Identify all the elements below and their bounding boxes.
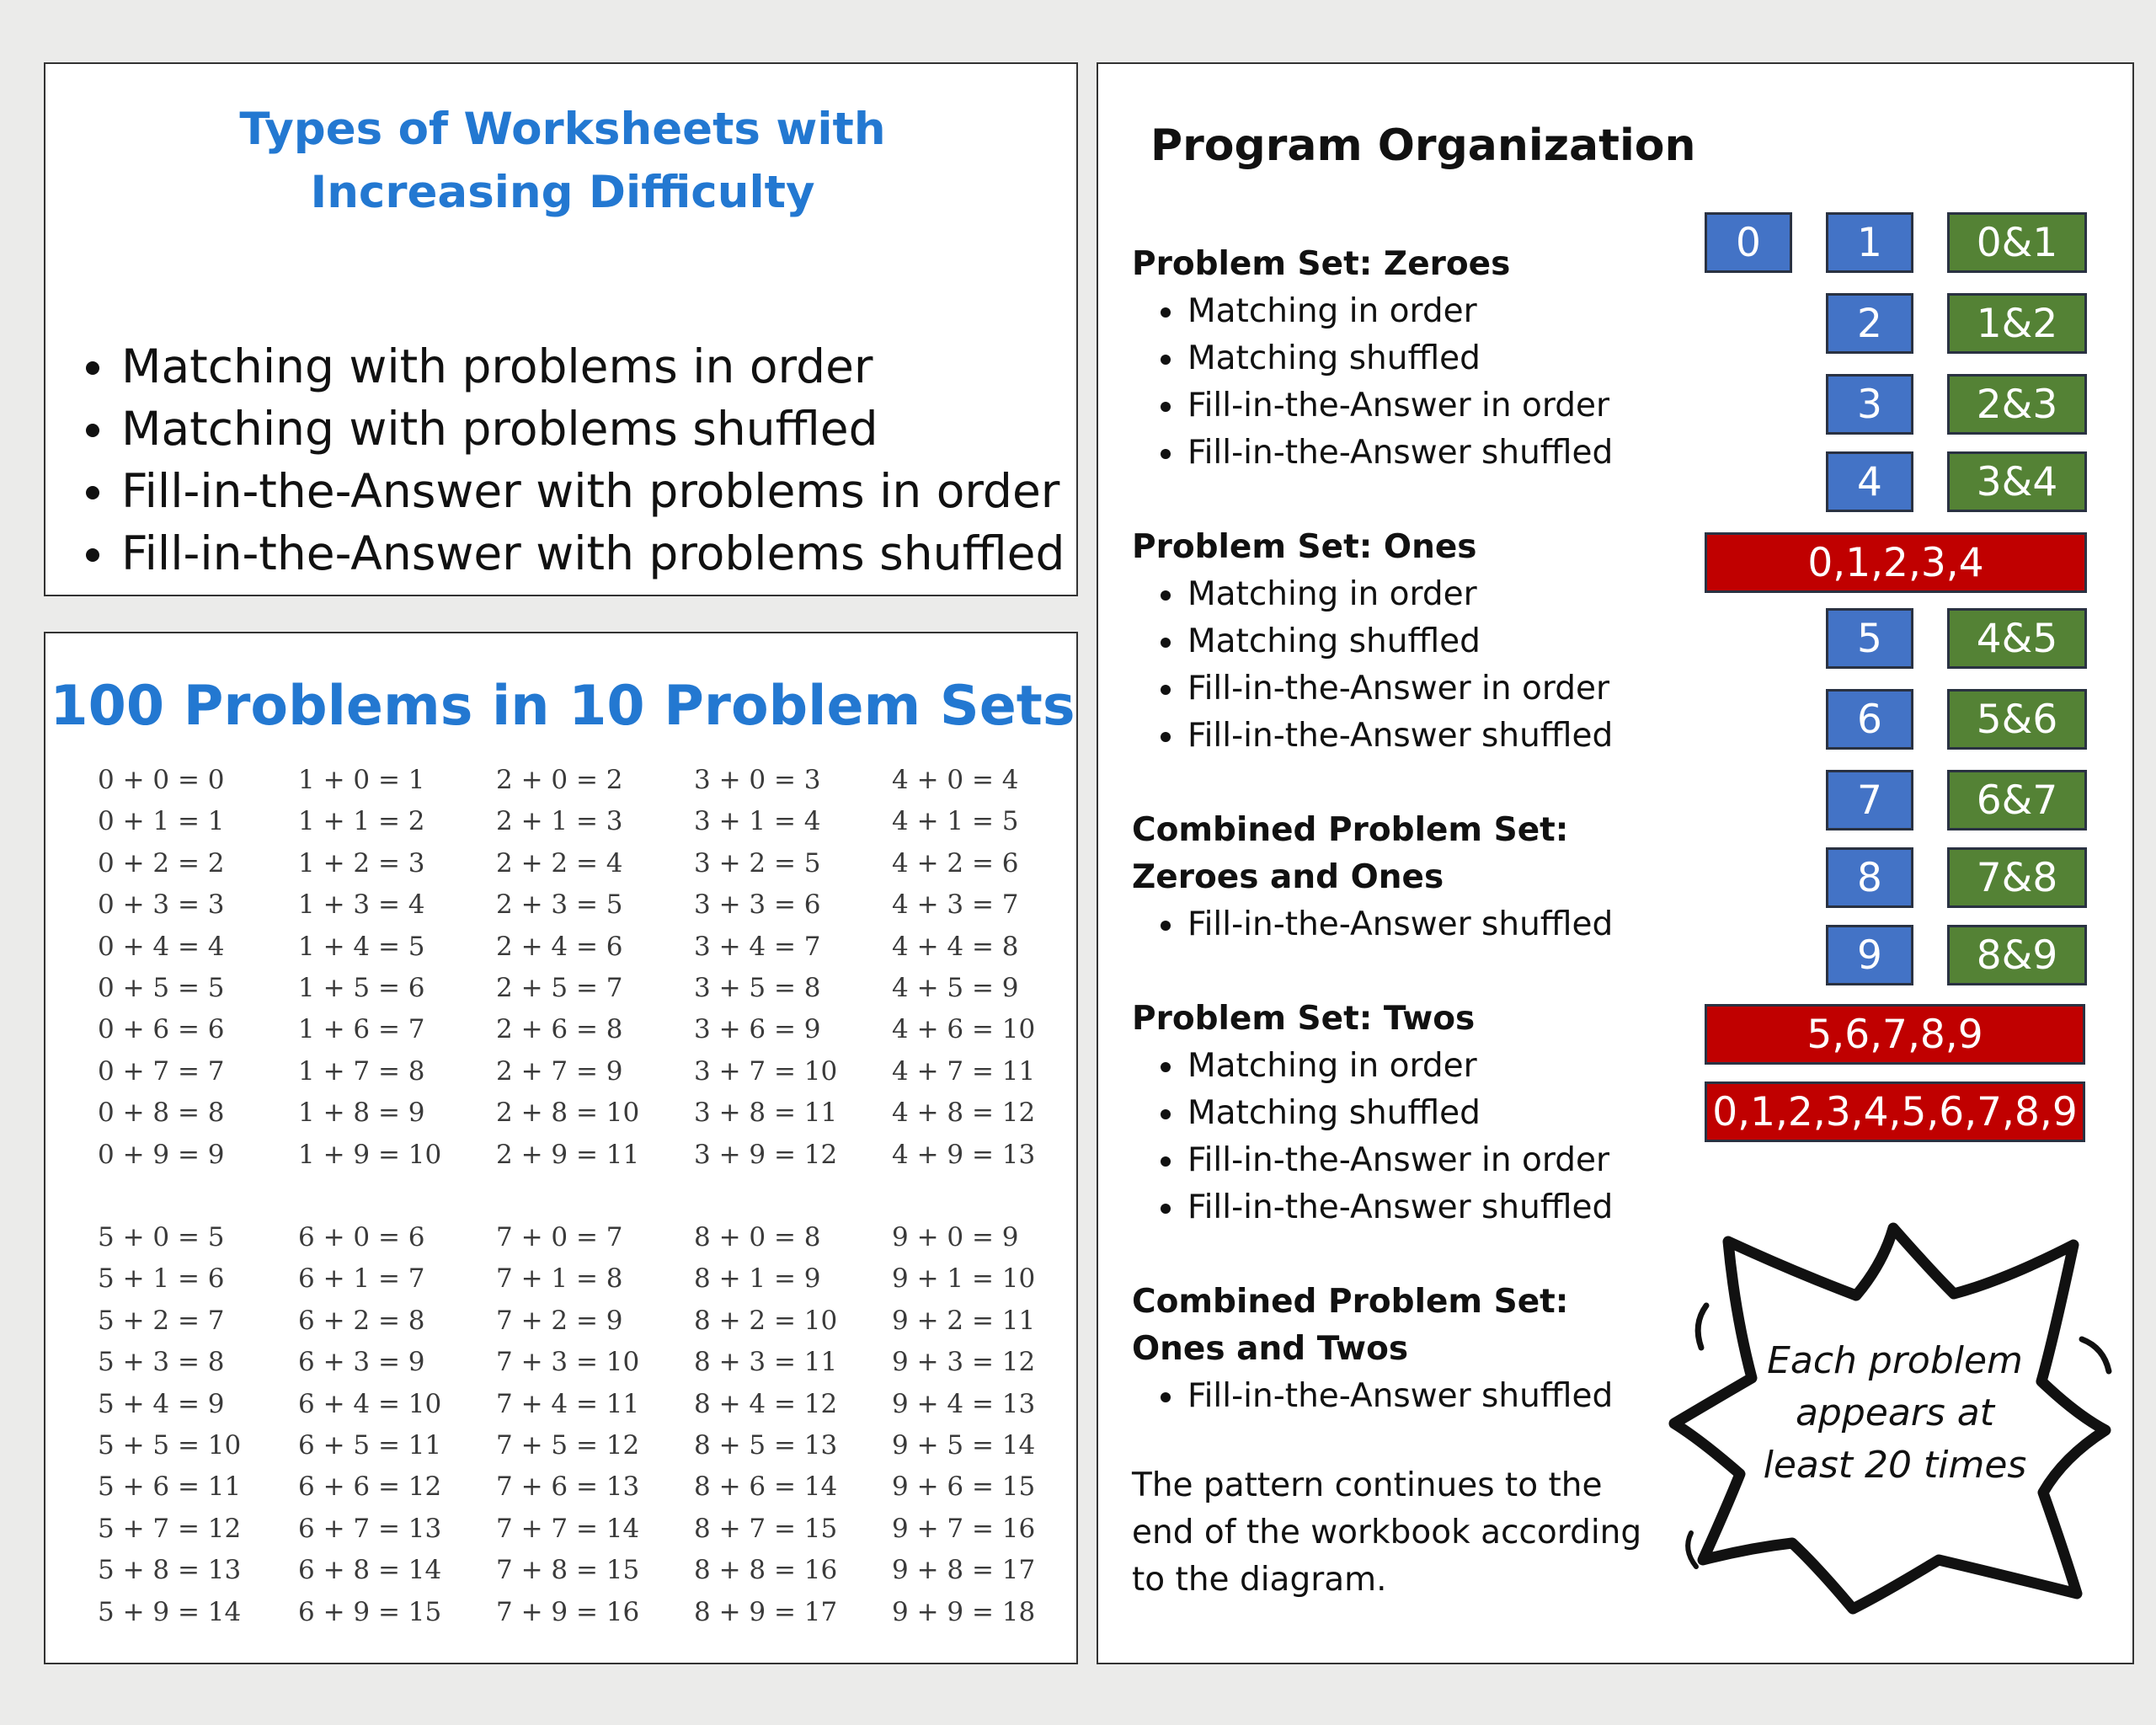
pattern-note: [1132, 1462, 1641, 1604]
addition-fact: 3 + 0 = 3: [694, 765, 821, 795]
addition-fact: 1 + 0 = 1: [298, 765, 425, 795]
section-heading: Combined Problem Set:: [1132, 811, 1569, 849]
addition-fact: 3 + 8 = 11: [694, 1097, 838, 1129]
addition-fact: 0 + 4 = 4: [98, 931, 225, 962]
list-item: Fill-in-the-Answer with problems shuffled: [121, 522, 1065, 585]
diagram-box-9: 9: [1826, 925, 1913, 985]
addition-fact: 6 + 6 = 12: [298, 1471, 442, 1503]
addition-fact: 0 + 9 = 9: [98, 1139, 225, 1170]
addition-fact: 3 + 1 = 4: [694, 806, 821, 837]
addition-fact: 5 + 8 = 13: [98, 1555, 242, 1586]
worksheet-types-panel: [44, 62, 1078, 596]
addition-fact: 7 + 7 = 14: [496, 1513, 640, 1544]
addition-fact: 6 + 8 = 14: [298, 1555, 442, 1586]
section-list: [1187, 571, 1613, 760]
addition-fact: 0 + 1 = 1: [98, 806, 225, 837]
diagram-box-2: 2: [1826, 293, 1913, 354]
addition-fact: 8 + 1 = 9: [694, 1263, 821, 1295]
list-item: Matching in order: [1187, 571, 1613, 618]
addition-fact: 0 + 6 = 6: [98, 1014, 225, 1045]
worksheet-types-title-line: Increasing Difficulty: [310, 167, 815, 218]
starburst-line: Each problem: [1767, 1339, 2023, 1382]
addition-fact: 4 + 3 = 7: [892, 889, 1019, 921]
addition-fact: 5 + 3 = 8: [98, 1347, 225, 1378]
list-item: Fill-in-the-Answer shuffled: [1187, 1184, 1613, 1231]
diagram-box-6: 6: [1826, 689, 1913, 750]
addition-fact: 4 + 9 = 13: [892, 1139, 1036, 1170]
addition-fact: 7 + 0 = 7: [496, 1222, 623, 1252]
list-item: Matching with problems in order: [121, 335, 1065, 398]
list-item: Matching with problems shuffled: [121, 398, 1065, 460]
addition-fact: 9 + 4 = 13: [892, 1388, 1036, 1419]
addition-fact: 5 + 1 = 6: [98, 1263, 225, 1295]
worksheet-types-title: [45, 98, 1080, 224]
addition-fact: 0 + 0 = 0: [98, 765, 225, 795]
list-item: Fill-in-the-Answer in order: [1187, 382, 1613, 430]
addition-fact: 0 + 8 = 8: [98, 1097, 225, 1129]
section-heading: Problem Set: Twos: [1132, 1000, 1476, 1038]
addition-facts-grid: [45, 633, 1080, 1666]
problems-title: 100 Problems in 10 Problem Sets: [50, 675, 1075, 738]
addition-fact: 6 + 7 = 13: [298, 1513, 442, 1544]
addition-fact: 5 + 9 = 14: [98, 1596, 242, 1627]
addition-fact: 0 + 5 = 5: [98, 973, 225, 1003]
addition-fact: 8 + 0 = 8: [694, 1222, 821, 1252]
addition-fact: 2 + 4 = 6: [496, 931, 623, 962]
addition-fact: 8 + 7 = 15: [694, 1513, 838, 1544]
addition-fact: 6 + 1 = 7: [298, 1263, 425, 1295]
addition-fact: 5 + 7 = 12: [98, 1513, 242, 1544]
section-heading: Problem Set: Ones: [1132, 528, 1477, 566]
addition-fact: 2 + 0 = 2: [496, 765, 623, 795]
addition-fact: 3 + 4 = 7: [694, 931, 821, 962]
diagram-box-1-and-2: 1&2: [1947, 293, 2087, 354]
list-item: Matching in order: [1187, 288, 1613, 335]
addition-fact: 6 + 2 = 8: [298, 1305, 425, 1336]
addition-fact: 3 + 3 = 6: [694, 889, 821, 921]
addition-fact: 7 + 3 = 10: [496, 1347, 640, 1378]
addition-fact: 4 + 4 = 8: [892, 931, 1019, 962]
addition-fact: 4 + 0 = 4: [892, 765, 1019, 795]
addition-fact: 1 + 2 = 3: [298, 847, 425, 879]
addition-fact: 2 + 3 = 5: [496, 889, 623, 921]
addition-fact: 4 + 7 = 11: [892, 1055, 1036, 1087]
addition-fact: 8 + 8 = 16: [694, 1555, 838, 1586]
addition-fact: 8 + 9 = 17: [694, 1596, 838, 1627]
addition-fact: 6 + 0 = 6: [298, 1222, 425, 1252]
section-heading: Zeroes and Ones: [1132, 858, 1444, 896]
diagram-box-5: 5: [1826, 608, 1913, 669]
list-item: Matching shuffled: [1187, 1090, 1613, 1137]
diagram-box-0-to-9: 0,1,2,3,4,5,6,7,8,9: [1705, 1081, 2085, 1142]
addition-fact: 2 + 6 = 8: [496, 1014, 623, 1045]
addition-fact: 7 + 4 = 11: [496, 1388, 640, 1419]
diagram-box-6-and-7: 6&7: [1947, 770, 2087, 830]
addition-fact: 0 + 7 = 7: [98, 1055, 225, 1087]
addition-fact: 9 + 8 = 17: [892, 1555, 1036, 1586]
addition-fact: 7 + 2 = 9: [496, 1305, 623, 1336]
list-item: Fill-in-the-Answer shuffled: [1187, 713, 1613, 760]
addition-fact: 2 + 8 = 10: [496, 1097, 640, 1129]
addition-fact: 1 + 1 = 2: [298, 806, 425, 837]
starburst-callout-text: [1718, 1335, 2072, 1492]
list-item: Fill-in-the-Answer with problems in order: [121, 460, 1065, 522]
addition-fact: 2 + 9 = 11: [496, 1139, 640, 1170]
diagram-box-5-and-6: 5&6: [1947, 689, 2087, 750]
list-item: Matching in order: [1187, 1043, 1613, 1090]
diagram-box-7: 7: [1826, 770, 1913, 830]
section-heading: Problem Set: Zeroes: [1132, 245, 1511, 283]
addition-fact: 1 + 5 = 6: [298, 973, 425, 1003]
addition-fact: 6 + 5 = 11: [298, 1430, 442, 1461]
list-item: Fill-in-the-Answer shuffled: [1187, 430, 1613, 477]
addition-fact: 2 + 2 = 4: [496, 847, 623, 879]
addition-fact: 9 + 9 = 18: [892, 1596, 1036, 1627]
list-item: Matching shuffled: [1187, 335, 1613, 382]
addition-fact: 5 + 0 = 5: [98, 1222, 225, 1252]
addition-fact: 9 + 0 = 9: [892, 1222, 1019, 1252]
section-list: [1187, 1043, 1613, 1231]
addition-fact: 3 + 9 = 12: [694, 1139, 838, 1170]
addition-fact: 1 + 8 = 9: [298, 1097, 425, 1129]
section-heading: Combined Problem Set:: [1132, 1283, 1569, 1321]
list-item: Fill-in-the-Answer in order: [1187, 1137, 1613, 1184]
section-list: [1187, 901, 1613, 948]
list-item: Fill-in-the-Answer in order: [1187, 665, 1613, 713]
addition-fact: 4 + 6 = 10: [892, 1014, 1036, 1045]
diagram-box-3: 3: [1826, 374, 1913, 435]
diagram-box-4: 4: [1826, 451, 1913, 512]
addition-fact: 8 + 3 = 11: [694, 1347, 838, 1378]
addition-fact: 0 + 2 = 2: [98, 847, 225, 879]
addition-fact: 1 + 3 = 4: [298, 889, 425, 921]
section-list: [1187, 288, 1613, 477]
diagram-box-1: 1: [1826, 212, 1913, 273]
addition-fact: 3 + 5 = 8: [694, 973, 821, 1003]
addition-fact: 4 + 1 = 5: [892, 806, 1019, 837]
addition-fact: 6 + 9 = 15: [298, 1596, 442, 1627]
diagram-box-8: 8: [1826, 847, 1913, 908]
addition-fact: 5 + 5 = 10: [98, 1430, 242, 1461]
diagram-box-0-and-1: 0&1: [1947, 212, 2087, 273]
addition-fact: 9 + 5 = 14: [892, 1430, 1036, 1461]
addition-fact: 0 + 3 = 3: [98, 889, 225, 921]
addition-fact: 4 + 2 = 6: [892, 847, 1019, 879]
diagram-box-0: 0: [1705, 212, 1792, 273]
diagram-box-7-and-8: 7&8: [1947, 847, 2087, 908]
addition-fact: 7 + 8 = 15: [496, 1555, 640, 1586]
addition-fact: 9 + 3 = 12: [892, 1347, 1036, 1378]
addition-fact: 8 + 6 = 14: [694, 1471, 838, 1503]
addition-fact: 6 + 3 = 9: [298, 1347, 425, 1378]
addition-fact: 8 + 2 = 10: [694, 1305, 838, 1336]
pattern-note-line: to the diagram.: [1132, 1561, 1387, 1599]
diagram-box-8-and-9: 8&9: [1947, 925, 2087, 985]
addition-fact: 8 + 5 = 13: [694, 1430, 838, 1461]
addition-fact: 5 + 2 = 7: [98, 1305, 225, 1336]
diagram-box-0-to-4: 0,1,2,3,4: [1705, 532, 2087, 593]
addition-fact: 2 + 1 = 3: [496, 806, 623, 837]
addition-fact: 1 + 4 = 5: [298, 931, 425, 962]
problems-panel: [44, 632, 1078, 1664]
addition-fact: 7 + 9 = 16: [496, 1596, 640, 1627]
list-item: Matching shuffled: [1187, 618, 1613, 665]
diagram-box-2-and-3: 2&3: [1947, 374, 2087, 435]
addition-fact: 7 + 5 = 12: [496, 1430, 640, 1461]
section-heading: Ones and Twos: [1132, 1330, 1409, 1368]
addition-fact: 1 + 9 = 10: [298, 1139, 442, 1170]
addition-fact: 9 + 7 = 16: [892, 1513, 1036, 1544]
addition-fact: 3 + 7 = 10: [694, 1055, 838, 1087]
section-list: [1187, 1373, 1613, 1420]
diagram-box-3-and-4: 3&4: [1947, 451, 2087, 512]
worksheet-types-title-line: Types of Worksheets with: [239, 104, 886, 155]
addition-fact: 7 + 6 = 13: [496, 1471, 640, 1503]
addition-fact: 1 + 7 = 8: [298, 1055, 425, 1087]
addition-fact: 9 + 6 = 15: [892, 1471, 1036, 1503]
addition-fact: 3 + 6 = 9: [694, 1014, 821, 1045]
diagram-box-4-and-5: 4&5: [1947, 608, 2087, 669]
addition-fact: 2 + 7 = 9: [496, 1055, 623, 1087]
addition-fact: 6 + 4 = 10: [298, 1388, 442, 1419]
list-item: Fill-in-the-Answer shuffled: [1187, 901, 1613, 948]
pattern-note-line: end of the workbook according: [1132, 1514, 1642, 1551]
addition-fact: 4 + 8 = 12: [892, 1097, 1036, 1129]
diagram-box-5-to-9: 5,6,7,8,9: [1705, 1004, 2085, 1065]
addition-fact: 4 + 5 = 9: [892, 973, 1019, 1003]
addition-fact: 5 + 6 = 11: [98, 1471, 242, 1503]
list-item: Fill-in-the-Answer shuffled: [1187, 1373, 1613, 1420]
starburst-line: least 20 times: [1763, 1444, 2027, 1487]
addition-fact: 3 + 2 = 5: [694, 847, 821, 879]
worksheet-types-list: [121, 335, 1065, 585]
addition-fact: 5 + 4 = 9: [98, 1388, 225, 1419]
addition-fact: 2 + 5 = 7: [496, 973, 623, 1003]
pattern-note-line: The pattern continues to the: [1132, 1466, 1603, 1504]
starburst-line: appears at: [1795, 1391, 1995, 1434]
addition-fact: 8 + 4 = 12: [694, 1388, 838, 1419]
addition-fact: 9 + 2 = 11: [892, 1305, 1036, 1336]
addition-fact: 9 + 1 = 10: [892, 1263, 1036, 1295]
addition-fact: 7 + 1 = 8: [496, 1263, 623, 1295]
addition-fact: 1 + 6 = 7: [298, 1014, 425, 1045]
program-organization-title: Program Organization: [1150, 120, 1696, 171]
